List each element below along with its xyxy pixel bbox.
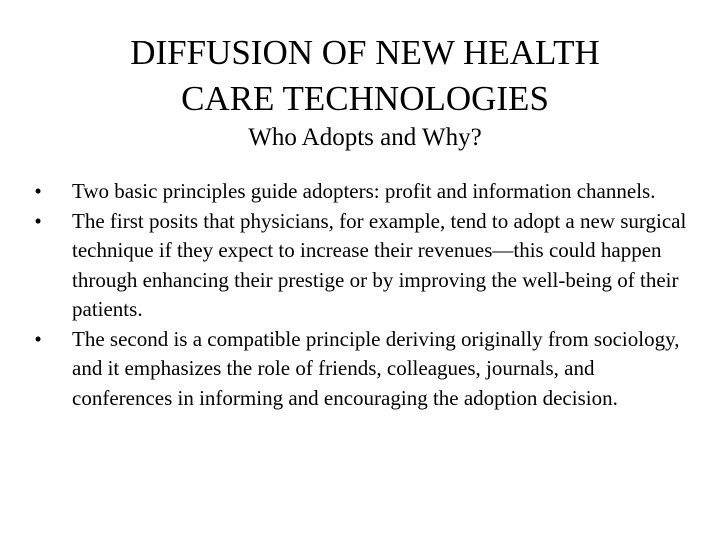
bullet-item xyxy=(28,325,698,414)
slide-subtitle: Who Adopts and Why? xyxy=(248,124,482,151)
bullet-dot-icon: • xyxy=(34,326,42,351)
bullet-text: The first posits that physicians, for example, tend to adopt a new surgical technique if they expect to increase their revenues—this could happen through enhancing their prestige or by improving the well-being of their patients. xyxy=(72,208,687,321)
slide-title-line-1: DIFFUSION OF NEW HEALTH xyxy=(130,33,600,72)
slide-title-line-2: CARE TECHNOLOGIES xyxy=(181,79,549,118)
bullet-dot-icon: • xyxy=(34,179,42,203)
bullet-item xyxy=(28,177,698,207)
bullet-list xyxy=(28,177,698,413)
bullet-item xyxy=(28,207,698,325)
bullet-text: The second is a compatible principle deriving originally from sociology, and it emphasizes the role of friends, colleagues, journals, and conferences in informing and encouraging the adoption decision. xyxy=(72,326,680,410)
bullet-text: Two basic principles guide adopters: profit and information channels. xyxy=(72,179,656,203)
bullet-dot-icon: • xyxy=(34,208,42,233)
slide-title xyxy=(40,30,690,122)
